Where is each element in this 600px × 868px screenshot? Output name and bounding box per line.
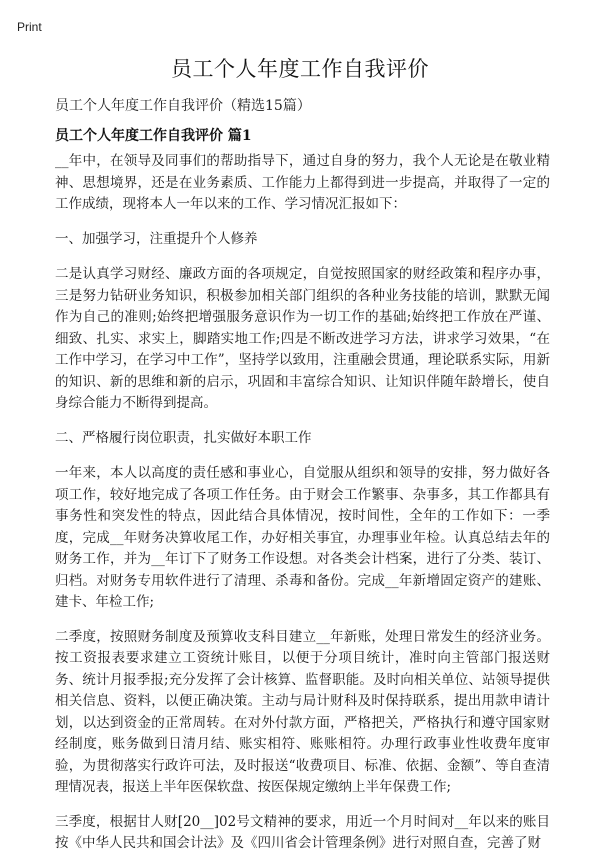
page-title: 员工个人年度工作自我评价	[171, 57, 429, 81]
document-body	[55, 151, 550, 868]
paragraph-q3: 三季度，根据甘人财[20__]02号文精神的要求，用近一个月时间对__年以来的账目按《中华人民共和国会计法》及《四川省会计管理条例》进行对照自查，完善了财	[55, 813, 550, 851]
paragraph-heading-2: 二、严格履行岗位职责，扎实做好本职工作	[55, 429, 312, 446]
print-link[interactable]: Print	[17, 20, 42, 34]
paragraph-q2: 二季度，按照财务制度及预算收支科目建立__年新账，处理日常发生的经济业务。按工资报表要求建立工资统计账目，以便于分项目统计，准时向主管部门报送财务、统计月报季报;充分发挥了会计核算、监督职能。及时向相关单位、站领导提供相关信息、资料，以便正确决策。主动与局计财科及时保持联系，提出用款申请计划，以达到资金的正常周转。在对外付款方面，严格把关，严格执行和遵守国家财经制度，账务做到日清月结、账实相符、账账相符。办理行政事业性收费年度审验，为贯彻落实行政许可法，及时报送“收费项目、标准、依据、金额”、等自查清理情况表，报送上半年医保软盘、按医保规定缴纳上半年保费工作;	[55, 628, 550, 795]
document-subtitle: 员工个人年度工作自我评价（精选15篇）	[55, 98, 311, 114]
paragraph-q1: 一年来，本人以高度的责任感和事业心，自觉服从组织和领导的安排，努力做好各项工作，较好地完成了各项工作任务。由于财会工作繁事、杂事多，其工作都具有事务性和突发性的特点，因此结合具体情况，按时间性，全年的工作如下：一季度，完成__年财务决算收尾工作，办好相关事宜，办理事业年检。认真总结去年的财务工作，并为__年订下了财务工作设想。对各类会计档案，进行了分类、装订、归档。对财务专用软件进行了清理、杀毒和备份。完成__年新增固定资产的建账、建卡、年检工作;	[55, 465, 550, 610]
section-heading: 员工个人年度工作自我评价 篇1	[55, 128, 252, 144]
paragraph-intro: __年中，在领导及同事们的帮助指导下，通过自身的努力，我个人无论是在敬业精神、思想境界，还是在业务素质、工作能力上都得到进一步提高，并取得了一定的工作成绩，现将本人一年以来的工作、学习情况汇报如下：	[55, 153, 550, 212]
paragraph-heading-1: 一、加强学习，注重提升个人修养	[55, 230, 258, 247]
paragraph-study: 二是认真学习财经、廉政方面的各项规定，自觉按照国家的财经政策和程序办事，三是努力钻研业务知识，积极参加相关部门组织的各种业务技能的培训，默默无闻作为自己的准则;始终把增强服务意识作为一切工作的基础;始终把工作放在严谨、细致、扎实、求实上，脚踏实地工作;四是不断改进学习方法，讲求学习效果，“在工作中学习，在学习中工作”，坚持学以致用，注重融会贯通，理论联系实际，用新的知识、新的思维和新的启示，巩固和丰富综合知识、让知识伴随年龄增长，使自身综合能力不断得到提高。	[55, 266, 550, 411]
